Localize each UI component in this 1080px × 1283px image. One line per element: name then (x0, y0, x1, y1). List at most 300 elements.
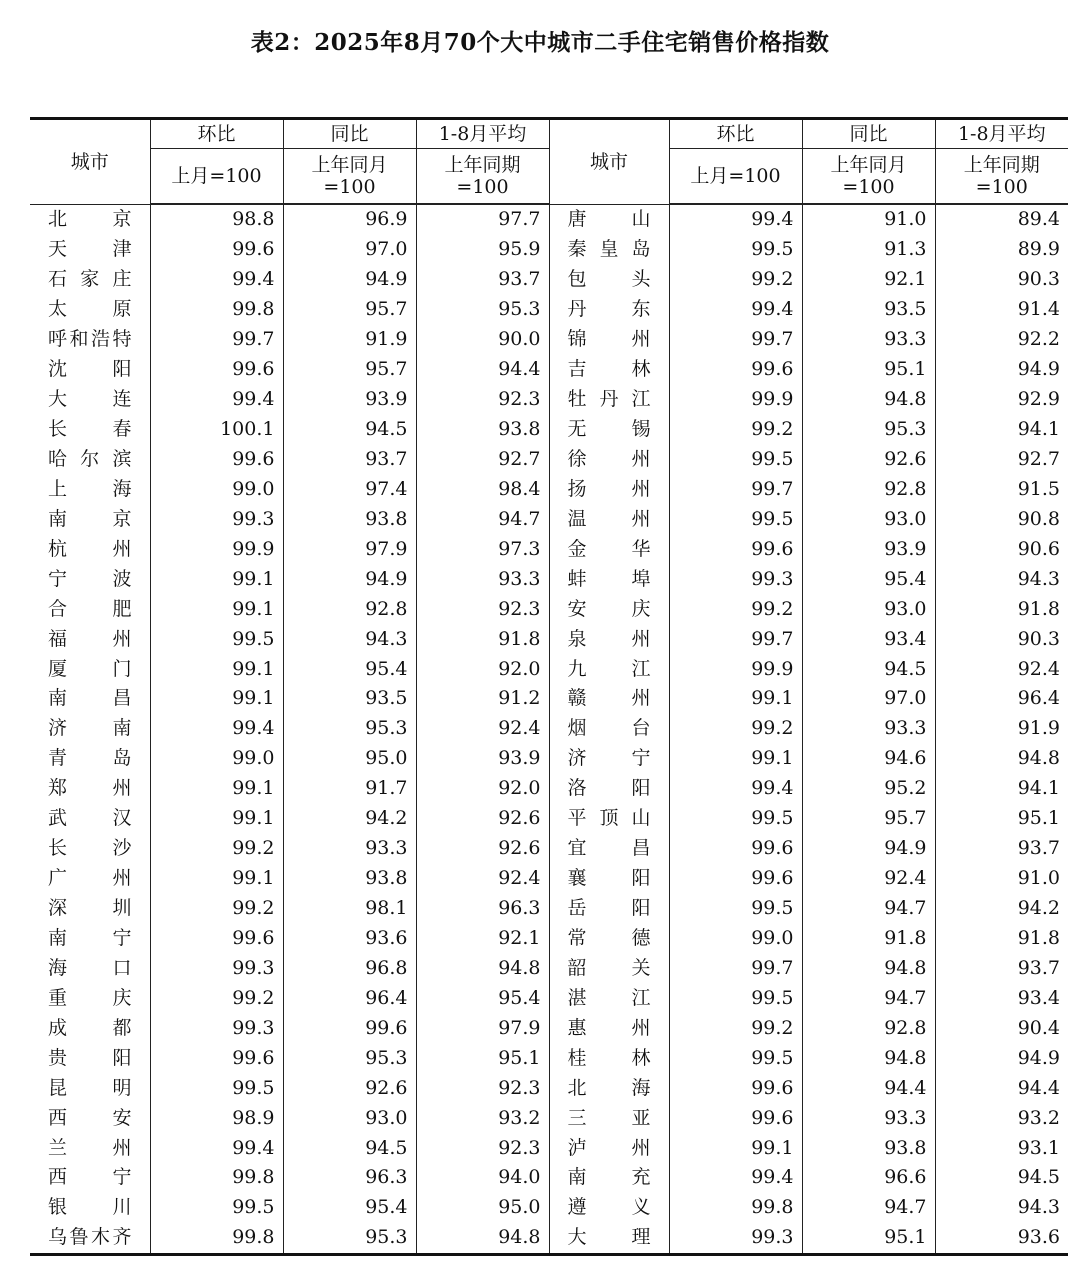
yoy-cell: 97.0 (802, 684, 935, 714)
city-cell: 金华 (549, 534, 669, 564)
mom-cell: 99.4 (669, 295, 802, 325)
city-cell: 西宁 (30, 1163, 150, 1193)
mom-cell: 99.6 (669, 1073, 802, 1103)
avg-cell: 89.9 (935, 235, 1068, 265)
city-cell: 南昌 (30, 684, 150, 714)
mom-cell: 99.5 (150, 1073, 283, 1103)
city-cell: 扬州 (549, 474, 669, 504)
avg-cell: 90.6 (935, 534, 1068, 564)
mom-cell: 99.2 (150, 834, 283, 864)
yoy-cell: 93.3 (802, 714, 935, 744)
avg-cell: 94.9 (935, 1043, 1068, 1073)
table-row (30, 1043, 1068, 1073)
avg-cell: 94.5 (935, 1163, 1068, 1193)
mom-cell: 99.1 (150, 654, 283, 684)
city-cell: 北海 (549, 1073, 669, 1103)
avg-cell: 90.3 (935, 265, 1068, 295)
mom-cell: 99.1 (150, 594, 283, 624)
city-cell: 温州 (549, 504, 669, 534)
yoy-cell: 91.7 (283, 774, 416, 804)
yoy-cell: 96.9 (283, 204, 416, 235)
mom-cell: 99.9 (150, 534, 283, 564)
city-cell: 长春 (30, 415, 150, 445)
avg-cell: 92.6 (416, 834, 549, 864)
avg-cell: 95.4 (416, 983, 549, 1013)
city-cell: 上海 (30, 474, 150, 504)
yoy-cell: 91.8 (802, 924, 935, 954)
mom-cell: 99.0 (150, 474, 283, 504)
yoy-cell: 92.6 (283, 1073, 416, 1103)
table-row (30, 624, 1068, 654)
header-yoy-left: 同比 (283, 119, 416, 149)
yoy-cell: 97.0 (283, 235, 416, 265)
city-cell: 南京 (30, 504, 150, 534)
yoy-cell: 93.8 (283, 504, 416, 534)
city-cell: 宁波 (30, 564, 150, 594)
city-cell: 银川 (30, 1193, 150, 1223)
yoy-cell: 95.4 (802, 564, 935, 594)
mom-cell: 99.6 (669, 1103, 802, 1133)
avg-cell: 94.0 (416, 1163, 549, 1193)
yoy-cell: 94.9 (283, 265, 416, 295)
header-mom-left: 环比 (150, 119, 283, 149)
city-cell: 惠州 (549, 1013, 669, 1043)
table-row (30, 804, 1068, 834)
city-cell: 牡丹江 (549, 385, 669, 415)
city-cell: 泸州 (549, 1133, 669, 1163)
city-cell: 烟台 (549, 714, 669, 744)
avg-cell: 94.8 (416, 1223, 549, 1254)
avg-cell: 92.4 (416, 864, 549, 894)
avg-cell: 91.8 (416, 624, 549, 654)
mom-cell: 98.8 (150, 204, 283, 235)
city-cell: 海口 (30, 953, 150, 983)
yoy-cell: 93.5 (802, 295, 935, 325)
avg-cell: 92.4 (935, 654, 1068, 684)
table-row (30, 564, 1068, 594)
yoy-cell: 93.3 (802, 325, 935, 355)
mom-cell: 99.0 (150, 744, 283, 774)
table-row (30, 1193, 1068, 1223)
city-cell: 蚌埠 (549, 564, 669, 594)
mom-cell: 99.5 (669, 504, 802, 534)
avg-cell: 92.4 (416, 714, 549, 744)
avg-cell: 94.1 (935, 415, 1068, 445)
mom-cell: 99.3 (669, 1223, 802, 1254)
city-cell: 宜昌 (549, 834, 669, 864)
city-cell: 湛江 (549, 983, 669, 1013)
avg-cell: 91.2 (416, 684, 549, 714)
table-row (30, 834, 1068, 864)
avg-cell: 97.7 (416, 204, 549, 235)
avg-cell: 95.3 (416, 295, 549, 325)
city-cell: 泉州 (549, 624, 669, 654)
avg-cell: 93.7 (416, 265, 549, 295)
city-cell: 九江 (549, 654, 669, 684)
header-yoy-right: 同比 (802, 119, 935, 149)
yoy-cell: 92.8 (802, 1013, 935, 1043)
avg-cell: 94.8 (935, 744, 1068, 774)
mom-cell: 99.6 (669, 864, 802, 894)
avg-cell: 92.7 (416, 445, 549, 475)
avg-cell: 95.0 (416, 1193, 549, 1223)
mom-cell: 99.1 (150, 564, 283, 594)
header-avg-base-left: 上年同期 =100 (416, 149, 549, 205)
mom-cell: 99.4 (669, 774, 802, 804)
header-mom-base-right: 上月=100 (669, 149, 802, 205)
avg-cell: 93.3 (416, 564, 549, 594)
avg-cell: 93.8 (416, 415, 549, 445)
city-cell: 深圳 (30, 894, 150, 924)
city-cell: 洛阳 (549, 774, 669, 804)
table-row (30, 445, 1068, 475)
yoy-cell: 93.0 (283, 1103, 416, 1133)
mom-cell: 99.0 (669, 924, 802, 954)
city-cell: 西安 (30, 1103, 150, 1133)
yoy-cell: 95.0 (283, 744, 416, 774)
mom-cell: 99.3 (150, 953, 283, 983)
yoy-cell: 93.9 (283, 385, 416, 415)
avg-cell: 93.9 (416, 744, 549, 774)
city-cell: 郑州 (30, 774, 150, 804)
yoy-cell: 95.1 (802, 1223, 935, 1254)
table-body (30, 204, 1068, 1254)
avg-cell: 95.1 (935, 804, 1068, 834)
mom-cell: 99.5 (669, 235, 802, 265)
yoy-cell: 94.7 (802, 983, 935, 1013)
table-row (30, 864, 1068, 894)
yoy-cell: 95.3 (802, 415, 935, 445)
avg-cell: 93.7 (935, 834, 1068, 864)
city-cell: 平顶山 (549, 804, 669, 834)
table-row (30, 295, 1068, 325)
yoy-cell: 95.4 (283, 1193, 416, 1223)
avg-cell: 91.9 (935, 714, 1068, 744)
avg-cell: 93.4 (935, 983, 1068, 1013)
mom-cell: 99.2 (150, 983, 283, 1013)
mom-cell: 99.1 (150, 774, 283, 804)
avg-cell: 91.0 (935, 864, 1068, 894)
city-cell: 重庆 (30, 983, 150, 1013)
city-cell: 长沙 (30, 834, 150, 864)
yoy-cell: 94.8 (802, 385, 935, 415)
mom-cell: 99.6 (150, 1043, 283, 1073)
table-row (30, 325, 1068, 355)
mom-cell: 99.4 (669, 204, 802, 235)
yoy-cell: 93.4 (802, 624, 935, 654)
city-cell: 昆明 (30, 1073, 150, 1103)
city-cell: 贵阳 (30, 1043, 150, 1073)
header-yoy-base-right: 上年同月 =100 (802, 149, 935, 205)
table-row (30, 774, 1068, 804)
avg-cell: 93.6 (935, 1223, 1068, 1254)
mom-cell: 99.8 (150, 1223, 283, 1254)
avg-cell: 90.8 (935, 504, 1068, 534)
mom-cell: 99.5 (150, 1193, 283, 1223)
city-cell: 大连 (30, 385, 150, 415)
city-cell: 唐山 (549, 204, 669, 235)
table-row (30, 744, 1068, 774)
yoy-cell: 93.5 (283, 684, 416, 714)
city-cell: 厦门 (30, 654, 150, 684)
avg-cell: 92.0 (416, 654, 549, 684)
mom-cell: 99.7 (669, 325, 802, 355)
city-cell: 丹东 (549, 295, 669, 325)
yoy-cell: 94.5 (283, 415, 416, 445)
avg-cell: 92.3 (416, 594, 549, 624)
city-cell: 天津 (30, 235, 150, 265)
yoy-cell: 93.3 (283, 834, 416, 864)
yoy-cell: 93.9 (802, 534, 935, 564)
yoy-cell: 93.6 (283, 924, 416, 954)
avg-cell: 92.1 (416, 924, 549, 954)
yoy-cell: 95.2 (802, 774, 935, 804)
city-cell: 福州 (30, 624, 150, 654)
table-row (30, 235, 1068, 265)
avg-cell: 90.0 (416, 325, 549, 355)
yoy-cell: 95.7 (283, 355, 416, 385)
avg-cell: 97.9 (416, 1013, 549, 1043)
yoy-cell: 91.3 (802, 235, 935, 265)
avg-cell: 94.2 (935, 894, 1068, 924)
yoy-cell: 94.8 (802, 953, 935, 983)
city-cell: 杭州 (30, 534, 150, 564)
city-cell: 常德 (549, 924, 669, 954)
table-row (30, 1133, 1068, 1163)
avg-cell: 92.3 (416, 1073, 549, 1103)
avg-cell: 92.0 (416, 774, 549, 804)
yoy-cell: 99.6 (283, 1013, 416, 1043)
mom-cell: 99.6 (150, 924, 283, 954)
mom-cell: 99.1 (669, 744, 802, 774)
table-row (30, 355, 1068, 385)
avg-cell: 93.2 (935, 1103, 1068, 1133)
city-cell: 三亚 (549, 1103, 669, 1133)
city-cell: 北京 (30, 204, 150, 235)
city-cell: 桂林 (549, 1043, 669, 1073)
avg-cell: 96.4 (935, 684, 1068, 714)
table-row (30, 1163, 1068, 1193)
table-row (30, 654, 1068, 684)
city-cell: 太原 (30, 295, 150, 325)
city-cell: 沈阳 (30, 355, 150, 385)
avg-cell: 96.3 (416, 894, 549, 924)
table-row (30, 534, 1068, 564)
yoy-cell: 95.1 (802, 355, 935, 385)
yoy-cell: 93.8 (802, 1133, 935, 1163)
avg-cell: 91.8 (935, 924, 1068, 954)
yoy-cell: 91.9 (283, 325, 416, 355)
avg-cell: 98.4 (416, 474, 549, 504)
avg-cell: 97.3 (416, 534, 549, 564)
city-cell: 兰州 (30, 1133, 150, 1163)
yoy-cell: 95.3 (283, 1043, 416, 1073)
avg-cell: 94.8 (416, 953, 549, 983)
mom-cell: 99.6 (669, 834, 802, 864)
table-row (30, 504, 1068, 534)
yoy-cell: 95.3 (283, 714, 416, 744)
mom-cell: 99.5 (669, 1043, 802, 1073)
yoy-cell: 97.9 (283, 534, 416, 564)
avg-cell: 94.9 (935, 355, 1068, 385)
table-row (30, 1223, 1068, 1254)
yoy-cell: 96.3 (283, 1163, 416, 1193)
table-row (30, 714, 1068, 744)
header-mom-right: 环比 (669, 119, 802, 149)
mom-cell: 99.2 (150, 894, 283, 924)
yoy-cell: 94.8 (802, 1043, 935, 1073)
yoy-cell: 96.8 (283, 953, 416, 983)
avg-cell: 91.8 (935, 594, 1068, 624)
mom-cell: 99.8 (669, 1193, 802, 1223)
avg-cell: 92.9 (935, 385, 1068, 415)
avg-cell: 94.4 (935, 1073, 1068, 1103)
mom-cell: 99.2 (669, 1013, 802, 1043)
avg-cell: 92.6 (416, 804, 549, 834)
mom-cell: 99.1 (150, 804, 283, 834)
table-row (30, 1013, 1068, 1043)
yoy-cell: 94.4 (802, 1073, 935, 1103)
yoy-cell: 93.0 (802, 594, 935, 624)
yoy-cell: 93.8 (283, 864, 416, 894)
table-row (30, 594, 1068, 624)
mom-cell: 99.9 (669, 385, 802, 415)
mom-cell: 99.2 (669, 714, 802, 744)
city-cell: 呼和浩特 (30, 325, 150, 355)
table-row (30, 415, 1068, 445)
avg-cell: 94.7 (416, 504, 549, 534)
table-row (30, 983, 1068, 1013)
mom-cell: 99.5 (669, 894, 802, 924)
city-cell: 南宁 (30, 924, 150, 954)
city-cell: 石家庄 (30, 265, 150, 295)
city-cell: 成都 (30, 1013, 150, 1043)
yoy-cell: 95.4 (283, 654, 416, 684)
header-yoy-base-left: 上年同月 =100 (283, 149, 416, 205)
yoy-cell: 93.0 (802, 504, 935, 534)
mom-cell: 99.1 (669, 684, 802, 714)
city-cell: 乌鲁木齐 (30, 1223, 150, 1254)
mom-cell: 99.2 (669, 594, 802, 624)
mom-cell: 99.6 (150, 355, 283, 385)
yoy-cell: 92.8 (283, 594, 416, 624)
mom-cell: 99.4 (150, 385, 283, 415)
table-row (30, 1073, 1068, 1103)
city-cell: 青岛 (30, 744, 150, 774)
header-city-right: 城市 (549, 119, 669, 205)
avg-cell: 95.1 (416, 1043, 549, 1073)
avg-cell: 94.1 (935, 774, 1068, 804)
city-cell: 襄阳 (549, 864, 669, 894)
header-avg-base-right: 上年同期 =100 (935, 149, 1068, 205)
yoy-cell: 97.4 (283, 474, 416, 504)
yoy-cell: 94.7 (802, 894, 935, 924)
city-cell: 广州 (30, 864, 150, 894)
city-cell: 韶关 (549, 953, 669, 983)
mom-cell: 99.9 (669, 654, 802, 684)
yoy-cell: 98.1 (283, 894, 416, 924)
yoy-cell: 93.7 (283, 445, 416, 475)
city-cell: 安庆 (549, 594, 669, 624)
avg-cell: 90.4 (935, 1013, 1068, 1043)
yoy-cell: 94.9 (802, 834, 935, 864)
mom-cell: 99.7 (150, 325, 283, 355)
avg-cell: 91.4 (935, 295, 1068, 325)
mom-cell: 99.3 (150, 1013, 283, 1043)
mom-cell: 99.7 (669, 953, 802, 983)
mom-cell: 99.4 (150, 265, 283, 295)
yoy-cell: 94.5 (283, 1133, 416, 1163)
mom-cell: 99.1 (150, 684, 283, 714)
city-cell: 哈尔滨 (30, 445, 150, 475)
page-title: 表2：2025年8月70个大中城市二手住宅销售价格指数 (250, 29, 830, 56)
mom-cell: 99.5 (150, 624, 283, 654)
yoy-cell: 93.3 (802, 1103, 935, 1133)
city-cell: 吉林 (549, 355, 669, 385)
mom-cell: 99.2 (669, 265, 802, 295)
avg-cell: 90.3 (935, 624, 1068, 654)
table-row (30, 474, 1068, 504)
mom-cell: 99.1 (669, 1133, 802, 1163)
mom-cell: 99.4 (150, 1133, 283, 1163)
city-cell: 济宁 (549, 744, 669, 774)
city-cell: 武汉 (30, 804, 150, 834)
city-cell: 遵义 (549, 1193, 669, 1223)
mom-cell: 99.6 (150, 235, 283, 265)
avg-cell: 91.5 (935, 474, 1068, 504)
mom-cell: 99.5 (669, 983, 802, 1013)
table-row (30, 924, 1068, 954)
city-cell: 大理 (549, 1223, 669, 1254)
header-avg-right: 1-8月平均 (935, 119, 1068, 149)
table-row (30, 385, 1068, 415)
mom-cell: 99.1 (150, 864, 283, 894)
city-cell: 南充 (549, 1163, 669, 1193)
mom-cell: 99.7 (669, 624, 802, 654)
avg-cell: 92.2 (935, 325, 1068, 355)
yoy-cell: 92.1 (802, 265, 935, 295)
yoy-cell: 94.9 (283, 564, 416, 594)
yoy-cell: 95.7 (283, 295, 416, 325)
mom-cell: 99.3 (150, 504, 283, 534)
yoy-cell: 92.6 (802, 445, 935, 475)
avg-cell: 93.7 (935, 953, 1068, 983)
avg-cell: 94.4 (416, 355, 549, 385)
header-mom-base-left: 上月=100 (150, 149, 283, 205)
yoy-cell: 96.6 (802, 1163, 935, 1193)
mom-cell: 99.2 (669, 415, 802, 445)
mom-cell: 100.1 (150, 415, 283, 445)
city-cell: 秦皇岛 (549, 235, 669, 265)
city-cell: 锦州 (549, 325, 669, 355)
mom-cell: 99.5 (669, 445, 802, 475)
city-cell: 赣州 (549, 684, 669, 714)
avg-cell: 95.9 (416, 235, 549, 265)
mom-cell: 99.4 (150, 714, 283, 744)
yoy-cell: 95.7 (802, 804, 935, 834)
yoy-cell: 91.0 (802, 204, 935, 235)
avg-cell: 93.2 (416, 1103, 549, 1133)
yoy-cell: 94.3 (283, 624, 416, 654)
yoy-cell: 94.6 (802, 744, 935, 774)
yoy-cell: 96.4 (283, 983, 416, 1013)
table-row (30, 684, 1068, 714)
mom-cell: 99.6 (669, 355, 802, 385)
yoy-cell: 95.3 (283, 1223, 416, 1254)
avg-cell: 92.7 (935, 445, 1068, 475)
mom-cell: 99.6 (669, 534, 802, 564)
city-cell: 徐州 (549, 445, 669, 475)
